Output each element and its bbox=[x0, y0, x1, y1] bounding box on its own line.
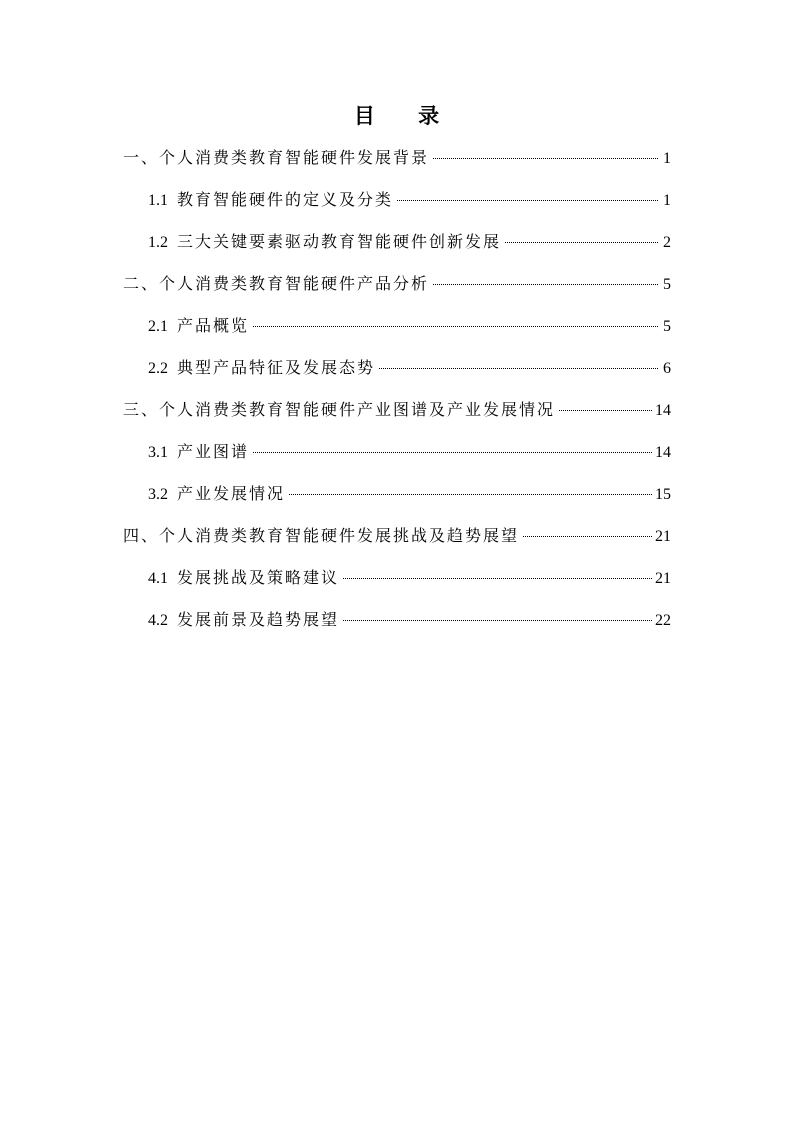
toc-page-number: 5 bbox=[663, 318, 671, 335]
toc-entry-label: 二、个人消费类教育智能硬件产品分析 bbox=[123, 274, 430, 293]
toc-page-number: 1 bbox=[663, 192, 671, 209]
toc-entry-number: 4.2 bbox=[148, 612, 168, 629]
toc-entry-label: 产品概览 bbox=[177, 316, 250, 335]
toc-entry-number: 4.1 bbox=[148, 570, 168, 587]
toc-entry-label: 一、个人消费类教育智能硬件发展背景 bbox=[123, 148, 430, 167]
toc-leader-dots bbox=[289, 494, 652, 495]
toc-entry-label: 三大关键要素驱动教育智能硬件创新发展 bbox=[177, 232, 502, 251]
toc-page-number: 1 bbox=[663, 150, 671, 167]
toc-entry-2-2[interactable] bbox=[148, 354, 671, 382]
toc-entry-number: 3.1 bbox=[148, 444, 168, 461]
toc-entry-3-1[interactable] bbox=[148, 438, 671, 466]
toc-leader-dots bbox=[253, 326, 658, 327]
toc-entry-4[interactable] bbox=[123, 522, 671, 550]
toc-page-number: 2 bbox=[663, 234, 671, 251]
toc-entry-number: 2.1 bbox=[148, 318, 168, 335]
toc-entry-number: 2.2 bbox=[148, 360, 168, 377]
toc-leader-dots bbox=[433, 284, 658, 285]
toc-leader-dots bbox=[505, 242, 658, 243]
toc-entry-number: 3.2 bbox=[148, 486, 168, 503]
toc-entry-3[interactable] bbox=[123, 396, 671, 424]
toc-entry-2-1[interactable] bbox=[148, 312, 671, 340]
toc-entry-1-2[interactable] bbox=[148, 228, 671, 256]
toc-leader-dots bbox=[379, 368, 658, 369]
toc-page-number: 14 bbox=[655, 402, 671, 419]
toc-entry-number: 1.1 bbox=[148, 192, 168, 209]
toc-entry-2[interactable] bbox=[123, 270, 671, 298]
toc-entry-1[interactable] bbox=[123, 144, 671, 172]
toc-entry-label: 三、个人消费类教育智能硬件产业图谱及产业发展情况 bbox=[123, 400, 556, 419]
toc-leader-dots bbox=[523, 536, 652, 537]
toc-page-number: 22 bbox=[655, 612, 671, 629]
toc-leader-dots bbox=[253, 452, 652, 453]
toc-page-number: 21 bbox=[655, 528, 671, 545]
toc-leader-dots bbox=[433, 158, 658, 159]
toc-leader-dots bbox=[397, 200, 658, 201]
toc-entry-label: 产业发展情况 bbox=[177, 484, 286, 503]
toc-entry-3-2[interactable] bbox=[148, 480, 671, 508]
toc-page-number: 15 bbox=[655, 486, 671, 503]
toc-entry-4-2[interactable] bbox=[148, 606, 671, 634]
toc-entry-label: 教育智能硬件的定义及分类 bbox=[177, 190, 394, 209]
toc-leader-dots bbox=[343, 620, 652, 621]
toc-entry-label: 发展前景及趋势展望 bbox=[177, 610, 340, 629]
toc-page-number: 14 bbox=[655, 444, 671, 461]
toc-entry-label: 发展挑战及策略建议 bbox=[177, 568, 340, 587]
toc-entry-1-1[interactable] bbox=[148, 186, 671, 214]
toc-page-number: 6 bbox=[663, 360, 671, 377]
toc-entry-4-1[interactable] bbox=[148, 564, 671, 592]
toc-leader-dots bbox=[559, 410, 652, 411]
toc-entry-label: 产业图谱 bbox=[177, 442, 250, 461]
toc-entry-label: 四、个人消费类教育智能硬件发展挑战及趋势展望 bbox=[123, 526, 520, 545]
toc-page-number: 21 bbox=[655, 570, 671, 587]
toc-entry-label: 典型产品特征及发展态势 bbox=[177, 358, 376, 377]
toc-entry-number: 1.2 bbox=[148, 234, 168, 251]
toc-title: 目 录 bbox=[353, 104, 458, 128]
toc-page-number: 5 bbox=[663, 276, 671, 293]
toc-leader-dots bbox=[343, 578, 652, 579]
